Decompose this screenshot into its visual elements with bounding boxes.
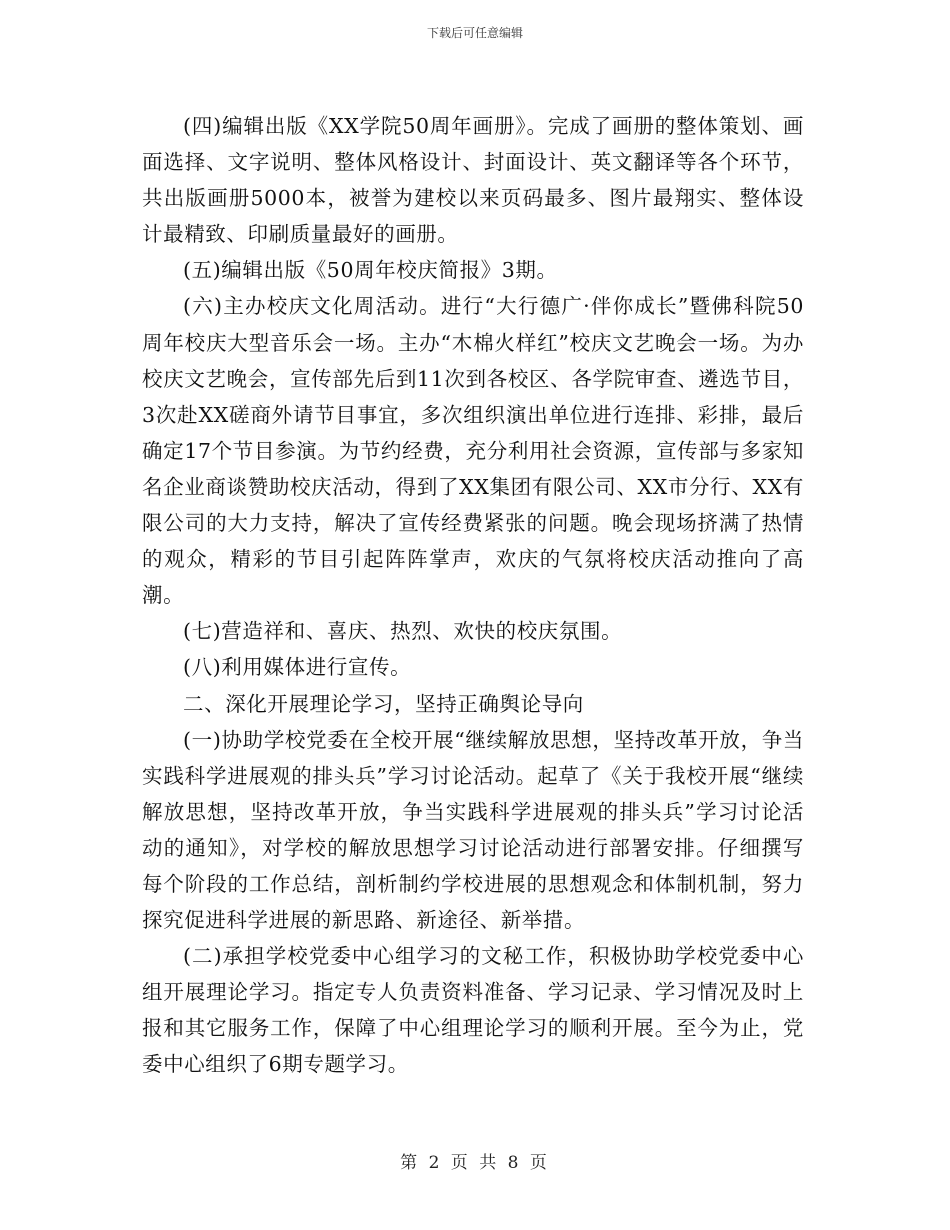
paragraph-8-media: (八)利用媒体进行宣传。 bbox=[183, 655, 412, 680]
document-body bbox=[142, 108, 804, 1083]
paragraph-7-atmosphere: (七)营造祥和、喜庆、热烈、欢快的校庆氛围。 bbox=[183, 619, 623, 644]
section-heading-theory-study: 二、深化开展理论学习，坚持正确舆论导向 bbox=[183, 691, 584, 716]
paragraph-5-bulletin: (五)编辑出版《50周年校庆简报》3期。 bbox=[183, 258, 558, 283]
paragraph-2-secretarial: (二)承担学校党委中心组学习的文秘工作，积极协助学校党委中心组开展理论学习。指定专人负责资料准备、学习记录、学习情况及时上报和其它服务工作，保障了中心组理论学习的顺利开展。至今为止，党委中心组织了6期专题学习。 bbox=[142, 944, 804, 1077]
paragraph-4-yearbook: (四)编辑出版《XX学院50周年画册》。完成了画册的整体策划、画面选择、文字说明、整体风格设计、封面设计、英文翻译等各个环节，共出版画册5000本，被誉为建校以来页码最多、图片最翔实、整体设计最精致、印刷质量最好的画册。 bbox=[142, 114, 804, 247]
paragraph-1-discussion: (一)协助学校党委在全校开展“继续解放思想，坚持改革开放，争当实践科学进展观的排头兵”学习讨论活动。起草了《关于我校开展“继续解放思想，坚持改革开放，争当实践科学进展观的排头兵”学习讨论活动的通知》，对学校的解放思想学习讨论活动进行部署安排。仔细撰写每个阶段的工作总结，剖析制约学校进展的思想观念和体制机制，努力探究促进科学进展的新思路、新途径、新举措。 bbox=[142, 727, 804, 933]
page-number-footer: 第 2 页 共 8 页 bbox=[400, 1153, 550, 1173]
paragraph-6-culture-week: (六)主办校庆文化周活动。进行“大行德广·伴你成长”暨佛科院50周年校庆大型音乐会一场。主办“木棉火样红”校庆文艺晚会一场。为办校庆文艺晚会，宣传部先后到11次到各校区、各学院审查、遴选节目，3次赴XX磋商外请节目事宜，多次组织演出单位进行连排、彩排，最后确定17个节目参演。为节约经费，充分利用社会资源，宣传部与多家知名企业商谈赞助校庆活动，得到了XX集团有限公司、XX市分行、XX有限公司的大力支持，解决了宣传经费紧张的问题。晚会现场挤满了热情的观众，精彩的节目引起阵阵掌声，欢庆的气氛将校庆活动推向了高潮。 bbox=[142, 294, 804, 608]
page-header: 下载后可任意编辑 bbox=[426, 26, 523, 40]
